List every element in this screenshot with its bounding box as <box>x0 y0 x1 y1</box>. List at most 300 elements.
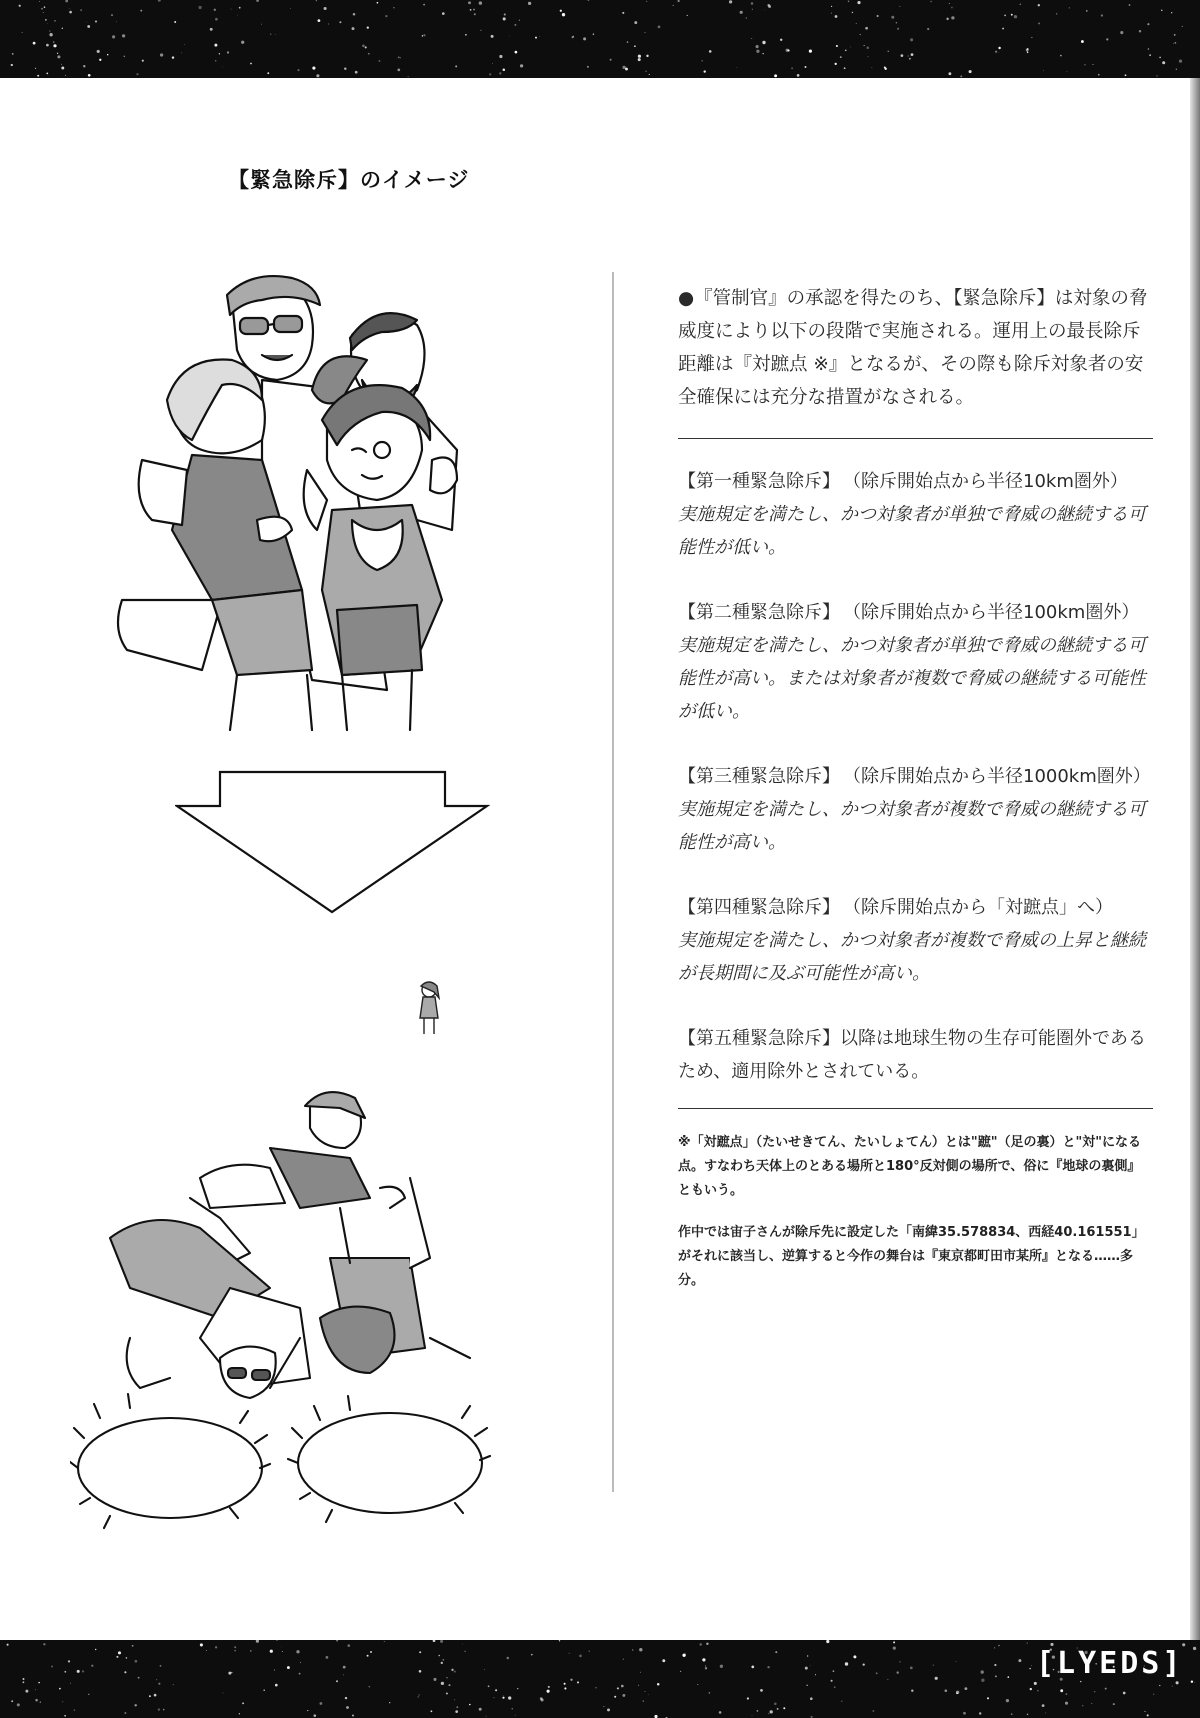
star <box>484 1669 485 1670</box>
star <box>979 1712 981 1714</box>
star <box>786 49 789 52</box>
star <box>122 34 125 37</box>
star <box>1056 13 1057 14</box>
star <box>1123 1692 1126 1695</box>
star <box>12 53 14 55</box>
section-1-body: 実施規定を満たし、かつ対象者が単独で脅威の継続する可能性が低い。 <box>678 504 1146 558</box>
star <box>299 1673 301 1675</box>
star <box>19 5 21 7</box>
star <box>911 53 914 56</box>
star <box>172 56 174 58</box>
section-2-body: 実施規定を満たし、かつ対象者が単独で脅威の継続する可能性が高い。または対象者が複数で脅威の継続する可能性が低い。 <box>678 635 1146 722</box>
starfield-band-top <box>0 0 1200 78</box>
star <box>877 15 879 17</box>
star <box>479 1 482 4</box>
star <box>491 35 494 38</box>
star <box>57 55 60 58</box>
section-3-heading-line <box>678 760 1153 793</box>
star <box>981 1670 984 1673</box>
star <box>465 34 467 36</box>
star <box>791 67 793 69</box>
star <box>234 1646 236 1648</box>
star <box>37 75 39 77</box>
star <box>634 21 637 24</box>
star <box>640 1672 641 1673</box>
star <box>242 1702 244 1704</box>
star <box>719 1711 722 1714</box>
star <box>441 1682 444 1685</box>
star <box>95 1649 96 1650</box>
star <box>99 59 101 61</box>
star <box>948 72 951 75</box>
star <box>995 51 997 53</box>
star <box>833 1670 835 1672</box>
star <box>276 1640 278 1641</box>
star <box>780 39 782 41</box>
star <box>1148 48 1149 49</box>
star <box>35 1689 36 1690</box>
star <box>1176 69 1177 70</box>
star <box>158 1708 160 1710</box>
star <box>446 1677 447 1678</box>
star <box>492 63 493 64</box>
star <box>864 45 865 46</box>
star <box>998 47 1000 49</box>
star <box>577 1681 579 1683</box>
star <box>1031 37 1032 38</box>
star <box>389 1702 390 1703</box>
star <box>831 1680 833 1682</box>
star <box>1194 1682 1195 1683</box>
star <box>634 45 636 47</box>
star <box>908 55 909 56</box>
star <box>783 1707 785 1709</box>
star <box>35 68 36 69</box>
section-4-heading: 【第四種緊急除斥】 <box>678 897 840 918</box>
star <box>270 33 271 34</box>
star <box>65 0 68 2</box>
star <box>1120 31 1123 34</box>
star <box>494 1697 495 1698</box>
star <box>1037 1690 1038 1691</box>
star <box>53 41 54 42</box>
star <box>473 9 475 11</box>
star <box>124 1671 126 1673</box>
star <box>353 13 356 16</box>
star <box>680 1671 681 1672</box>
star <box>174 21 176 23</box>
falling-characters-illustration <box>70 1088 570 1543</box>
star <box>1026 49 1029 52</box>
star <box>442 1659 444 1661</box>
star <box>856 23 857 24</box>
page-edge-shadow <box>1190 78 1200 1640</box>
star <box>446 1692 448 1694</box>
star <box>815 1674 816 1675</box>
star <box>810 1665 811 1666</box>
section-4-heading-line <box>678 891 1153 924</box>
star <box>569 1653 570 1654</box>
star <box>231 9 232 10</box>
star <box>1060 55 1062 57</box>
star <box>49 30 51 32</box>
star <box>464 1651 465 1652</box>
small-girl-figure <box>412 978 446 1038</box>
star <box>627 41 628 42</box>
page-title: 【緊急除斥】のイメージ <box>228 168 470 192</box>
star <box>646 1 647 2</box>
star <box>1101 14 1103 16</box>
star <box>587 66 589 68</box>
star <box>709 50 712 53</box>
star <box>136 73 138 75</box>
star <box>951 16 954 19</box>
star <box>1106 38 1108 40</box>
star <box>1173 43 1174 44</box>
star <box>515 51 518 54</box>
star <box>228 1672 231 1675</box>
star <box>1004 15 1006 17</box>
star <box>470 9 472 11</box>
star <box>312 67 315 70</box>
star <box>261 24 262 25</box>
star <box>548 1686 550 1688</box>
star <box>809 50 812 53</box>
star <box>1002 28 1004 30</box>
star <box>343 1675 344 1676</box>
star <box>872 67 873 68</box>
star <box>610 59 612 61</box>
star <box>343 1666 346 1669</box>
star <box>508 1696 511 1699</box>
star <box>499 55 502 58</box>
star <box>35 1699 38 1702</box>
star <box>367 26 369 28</box>
star <box>346 1706 349 1709</box>
star <box>393 7 394 8</box>
star <box>891 16 894 19</box>
star <box>1007 1676 1009 1678</box>
star <box>462 1644 463 1645</box>
star <box>573 36 574 37</box>
star <box>70 1683 71 1684</box>
star <box>344 67 346 69</box>
star <box>455 1710 458 1713</box>
star <box>433 1640 436 1642</box>
star <box>163 1709 165 1711</box>
star <box>777 1708 779 1710</box>
star <box>868 56 869 57</box>
star <box>1038 22 1040 24</box>
star <box>623 1659 624 1660</box>
star <box>111 14 113 16</box>
star <box>118 1651 121 1654</box>
star <box>156 1679 157 1680</box>
star <box>876 1672 878 1674</box>
star <box>82 1670 84 1672</box>
star <box>844 67 846 69</box>
star <box>853 1655 856 1658</box>
text-column <box>678 282 1153 1311</box>
star <box>639 1648 642 1651</box>
star <box>1027 1643 1028 1644</box>
star <box>142 60 144 62</box>
star <box>835 63 837 65</box>
star <box>687 15 688 16</box>
star <box>1191 1680 1193 1682</box>
star <box>736 67 737 68</box>
star <box>1147 1714 1149 1716</box>
section-2-range: （除斥開始点から半径100km圏外） <box>852 602 1140 623</box>
star <box>88 74 91 77</box>
star <box>116 21 117 22</box>
star <box>320 1702 323 1705</box>
star <box>215 1646 217 1648</box>
star <box>657 1683 660 1686</box>
star <box>44 6 46 8</box>
star <box>469 1704 471 1706</box>
star <box>160 53 163 56</box>
star <box>539 36 540 37</box>
star <box>384 1641 385 1642</box>
star <box>845 1662 848 1665</box>
star <box>645 71 646 72</box>
star <box>648 1694 649 1695</box>
star <box>998 1645 1000 1647</box>
star <box>23 1681 25 1683</box>
star <box>896 1671 898 1673</box>
star <box>751 1666 754 1669</box>
star <box>1172 1686 1173 1687</box>
star <box>223 1693 224 1694</box>
section-1 <box>678 465 1153 564</box>
star <box>1060 1689 1063 1692</box>
star <box>1113 1703 1115 1705</box>
star <box>519 20 520 21</box>
star <box>897 28 899 30</box>
star <box>896 22 898 24</box>
star <box>963 1712 966 1715</box>
star <box>760 1689 763 1692</box>
star <box>440 1640 443 1643</box>
star <box>454 1671 456 1673</box>
star <box>112 35 115 38</box>
star <box>158 0 161 2</box>
section-3 <box>678 760 1153 859</box>
star <box>757 1710 759 1712</box>
star <box>1031 1665 1032 1666</box>
star <box>339 21 341 23</box>
star <box>1006 1699 1009 1702</box>
star <box>215 60 216 61</box>
star <box>649 74 650 75</box>
star <box>336 1640 338 1642</box>
star <box>345 1697 347 1699</box>
star <box>662 1659 665 1662</box>
star <box>160 1665 162 1667</box>
star <box>852 12 853 13</box>
star <box>140 10 142 12</box>
star <box>154 1694 157 1697</box>
star <box>756 45 759 48</box>
star <box>214 9 216 11</box>
star <box>419 1670 422 1673</box>
star <box>622 12 624 14</box>
star <box>1139 30 1141 32</box>
section-3-range: （除斥開始点から半径1000km圏外） <box>852 766 1151 787</box>
star <box>324 7 327 10</box>
star <box>850 47 851 48</box>
star <box>531 1654 533 1656</box>
star <box>704 70 706 72</box>
star <box>1082 1705 1083 1706</box>
star <box>418 1696 419 1697</box>
star <box>234 1650 236 1652</box>
star <box>1161 10 1162 11</box>
star <box>57 53 58 54</box>
star <box>701 60 703 62</box>
star <box>418 1694 419 1695</box>
star <box>369 1686 371 1688</box>
star <box>658 26 661 29</box>
star <box>267 72 269 74</box>
star <box>433 1678 436 1681</box>
star <box>762 41 765 44</box>
star <box>909 58 911 60</box>
down-arrow-icon <box>175 770 490 915</box>
star <box>423 4 425 6</box>
star <box>910 38 913 41</box>
star <box>274 1669 275 1670</box>
star <box>488 1685 490 1687</box>
star <box>397 69 400 72</box>
star <box>752 1715 753 1716</box>
star <box>507 1657 510 1660</box>
star <box>514 24 516 26</box>
star <box>282 1651 283 1652</box>
star <box>559 1640 560 1641</box>
intro-paragraph: ●『管制官』の承認を得たのち、【緊急除斥】は対象の脅威度により以下の段階で実施される。運用上の最長除斥距離は『対蹠点 ※』となるが、その際も除斥対象者の安全確保には充分な措置がなされる。 <box>678 288 1148 408</box>
star <box>614 1696 616 1698</box>
star <box>1144 1711 1145 1712</box>
column-divider <box>612 272 614 1492</box>
star <box>7 1644 9 1646</box>
section-1-heading: 【第一種緊急除斥】 <box>678 471 840 492</box>
stars-top <box>0 0 1200 78</box>
star <box>831 6 832 7</box>
star <box>132 1645 134 1647</box>
star <box>451 1669 453 1671</box>
star <box>831 13 832 14</box>
star <box>22 32 23 33</box>
star <box>840 56 842 58</box>
star <box>1011 14 1013 16</box>
group-characters-illustration <box>112 270 552 740</box>
star <box>595 1687 596 1688</box>
star <box>200 1643 203 1646</box>
star <box>834 1686 836 1688</box>
star <box>1162 61 1165 64</box>
star <box>326 1656 329 1659</box>
star <box>61 67 64 70</box>
star <box>900 6 901 7</box>
star <box>49 33 52 36</box>
star <box>256 0 259 2</box>
star <box>775 1651 777 1653</box>
star <box>564 1687 566 1689</box>
star <box>1175 42 1177 44</box>
star <box>316 0 317 1</box>
star <box>40 1701 41 1702</box>
star <box>275 1684 278 1687</box>
star <box>994 1664 996 1666</box>
star <box>1011 1713 1013 1715</box>
star <box>263 1689 265 1691</box>
star <box>1091 1703 1092 1704</box>
star <box>241 41 244 44</box>
star <box>296 1650 299 1653</box>
star <box>97 50 100 53</box>
star <box>885 68 887 70</box>
star <box>454 1699 455 1700</box>
star <box>239 1713 240 1714</box>
star <box>845 50 846 51</box>
rule-bottom <box>678 1108 1153 1109</box>
star <box>899 1661 900 1662</box>
star <box>441 1662 443 1664</box>
star <box>219 53 220 54</box>
star <box>805 66 807 68</box>
star <box>888 51 889 52</box>
star <box>740 11 743 14</box>
star <box>59 1688 61 1690</box>
star <box>442 12 445 15</box>
star <box>515 1715 516 1716</box>
star <box>603 1706 604 1707</box>
star <box>797 74 800 77</box>
star <box>495 1689 497 1691</box>
star <box>368 53 370 55</box>
star <box>504 13 506 15</box>
star <box>328 23 329 24</box>
star <box>774 74 777 77</box>
star <box>355 71 358 74</box>
rule-top <box>678 438 1153 439</box>
star <box>250 1650 252 1652</box>
star <box>69 11 72 14</box>
star <box>1038 4 1040 6</box>
star <box>256 1640 259 1643</box>
star <box>1179 60 1182 63</box>
star <box>887 1679 888 1680</box>
star <box>489 73 491 75</box>
star <box>419 1651 421 1653</box>
star <box>562 13 565 16</box>
star <box>116 1656 118 1658</box>
star <box>74 1709 75 1710</box>
star <box>1105 1688 1107 1690</box>
footnote-setting: 作中では宙子さんが除斥先に設定した「南緯35.578834、西経40.161551」がそれに該当し、逆算すると今作の舞台は『東京都町田市某所』となる……多分。 <box>678 1225 1145 1288</box>
star <box>705 1666 706 1667</box>
star <box>307 1710 308 1711</box>
star <box>1067 71 1068 72</box>
star <box>77 1670 80 1673</box>
star <box>1159 57 1161 59</box>
star <box>945 1689 948 1692</box>
star <box>365 46 367 48</box>
star <box>456 1706 458 1708</box>
star <box>705 1667 707 1669</box>
